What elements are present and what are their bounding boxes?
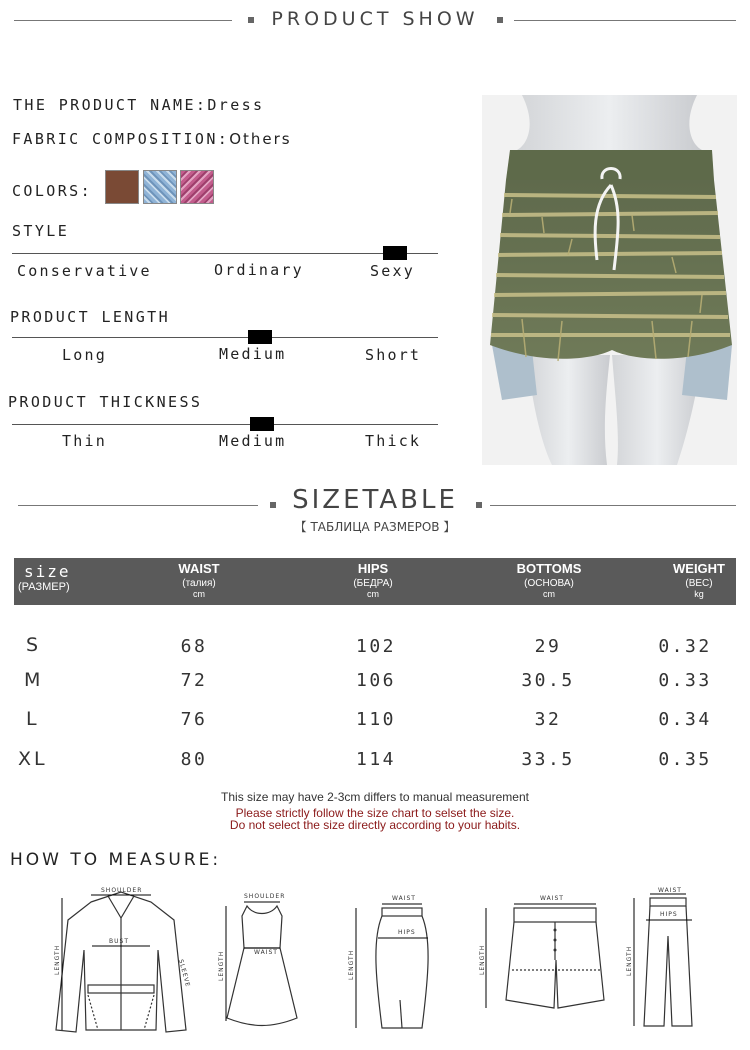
coat-diagram — [46, 880, 196, 1040]
style-marker[interactable] — [383, 246, 407, 260]
row-s-hips: 102 — [355, 636, 396, 657]
fabric-value: Others — [229, 130, 292, 148]
col-waist-title: WAIST — [178, 561, 220, 576]
product-name-value: Dress — [207, 96, 265, 114]
col-weight-sub: (ВЕС) — [685, 578, 713, 589]
col-bottoms-unit: cm — [543, 589, 555, 599]
fabric-label: FABRIC COMPOSITION: — [12, 130, 230, 148]
product-photo — [482, 95, 737, 465]
col-waist-sub: (талия) — [182, 578, 216, 589]
length-option-short: Short — [365, 346, 422, 364]
row-l-weight: 0.34 — [658, 709, 712, 730]
sizetable-rule-left — [18, 505, 258, 506]
length-option-long: Long — [62, 346, 107, 364]
dress-shoulder-label: SHOULDER — [244, 893, 286, 900]
skirt-hips-label: HIPS — [398, 929, 416, 936]
row-xl-size: XL — [18, 748, 48, 770]
skirt-waist-label: WAIST — [392, 895, 416, 902]
row-m-weight: 0.33 — [658, 670, 712, 691]
shorts-length-label: LENGTH — [479, 944, 486, 975]
color-swatch-pink[interactable] — [180, 170, 214, 204]
row-xl-hips: 114 — [355, 749, 396, 770]
thickness-option-thin: Thin — [62, 432, 107, 450]
row-s-weight: 0.32 — [658, 636, 712, 657]
page-title: PRODUCT SHOW — [271, 8, 479, 30]
sizetable-subtitle: 【 ТАБЛИЦА РАЗМЕРОВ 】 — [294, 520, 456, 534]
sizetable-square-left — [270, 502, 276, 508]
style-track — [12, 253, 438, 254]
row-s-waist: 68 — [180, 636, 208, 657]
length-option-medium: Medium — [219, 345, 287, 363]
col-bottoms-title: BOTTOMS — [516, 561, 582, 576]
coat-length-label: LENGTH — [54, 944, 61, 975]
row-m-waist: 72 — [180, 670, 208, 691]
pants-hips-label: HIPS — [660, 911, 678, 918]
product-name-row — [13, 96, 264, 114]
col-weight-unit: kg — [694, 589, 704, 599]
col-weight-title: WEIGHT — [673, 561, 725, 576]
col-size-title: size — [24, 562, 71, 581]
length-marker[interactable] — [248, 330, 272, 344]
style-option-ordinary: Ordinary — [214, 261, 304, 279]
row-l-waist: 76 — [180, 709, 208, 730]
coat-sleeve-label: SLEEVE — [177, 958, 192, 989]
thickness-option-thick: Thick — [365, 432, 422, 450]
row-l-bottoms: 32 — [534, 709, 562, 730]
header-rule-right — [514, 20, 736, 21]
size-table-header — [14, 558, 736, 605]
style-option-sexy: Sexy — [370, 262, 415, 280]
style-title: STYLE — [12, 222, 70, 240]
measure-title: HOW TO MEASURE: — [10, 850, 222, 870]
thickness-marker[interactable] — [250, 417, 274, 431]
header-rule-left — [14, 20, 232, 21]
row-m-size: M — [24, 669, 44, 691]
dress-length-label: LENGTH — [218, 950, 225, 981]
colors-label: COLORS: — [12, 182, 93, 200]
pants-waist-label: WAIST — [658, 887, 682, 894]
col-waist-unit: cm — [193, 589, 205, 599]
sizetable-square-right — [476, 502, 482, 508]
shorts-diagram — [476, 890, 616, 1030]
header-square-left — [248, 17, 254, 23]
col-size-sub: (РАЗМЕР) — [18, 581, 70, 593]
col-hips-unit: cm — [367, 589, 379, 599]
col-size — [14, 562, 76, 593]
thickness-option-medium: Medium — [219, 432, 287, 450]
row-s-size: S — [26, 634, 42, 656]
col-hips — [328, 561, 418, 599]
row-m-bottoms: 30.5 — [521, 670, 575, 691]
col-weight — [664, 561, 734, 599]
row-l-hips: 110 — [355, 709, 396, 730]
length-track — [12, 337, 438, 338]
note-follow-chart: Please strictly follow the size chart to selset the size. — [235, 806, 515, 820]
color-swatch-brown[interactable] — [105, 170, 139, 204]
shorts-waist-label: WAIST — [540, 895, 564, 902]
row-xl-weight: 0.35 — [658, 749, 712, 770]
fabric-row — [12, 130, 292, 148]
row-m-hips: 106 — [355, 670, 396, 691]
col-hips-sub: (БЕДРА) — [353, 578, 393, 589]
header-square-right — [497, 17, 503, 23]
dress-waist-label: WAIST — [254, 949, 278, 956]
thickness-track — [12, 424, 438, 425]
product-photo-illustration — [482, 95, 737, 465]
note-habits: Do not select the size directly according to your habits. — [229, 818, 521, 832]
row-l-size: L — [26, 708, 40, 730]
row-s-bottoms: 29 — [534, 636, 562, 657]
row-xl-waist: 80 — [180, 749, 208, 770]
col-waist — [154, 561, 244, 599]
product-name-label: THE PRODUCT NAME: — [13, 96, 208, 114]
length-title: PRODUCT LENGTH — [10, 308, 171, 326]
coat-shoulder-label: SHOULDER — [101, 887, 143, 894]
pants-length-label: LENGTH — [626, 945, 633, 976]
sizetable-title: SIZETABLE — [292, 485, 458, 515]
color-swatch-blue[interactable] — [143, 170, 177, 204]
coat-bust-label: BUST — [109, 938, 129, 945]
pants-diagram — [622, 886, 712, 1036]
skirt-diagram — [342, 890, 452, 1035]
note-measurement: This size may have 2-3cm differs to manual measurement — [221, 790, 529, 804]
row-xl-bottoms: 33.5 — [521, 749, 575, 770]
col-hips-title: HIPS — [357, 561, 389, 576]
skirt-length-label: LENGTH — [348, 949, 355, 980]
dress-diagram — [212, 886, 312, 1036]
thickness-title: PRODUCT THICKNESS — [8, 393, 203, 411]
col-bottoms — [504, 561, 594, 599]
sizetable-rule-right — [490, 505, 736, 506]
col-bottoms-sub: (ОСНОВА) — [524, 578, 574, 589]
style-option-conservative: Conservative — [17, 262, 152, 280]
